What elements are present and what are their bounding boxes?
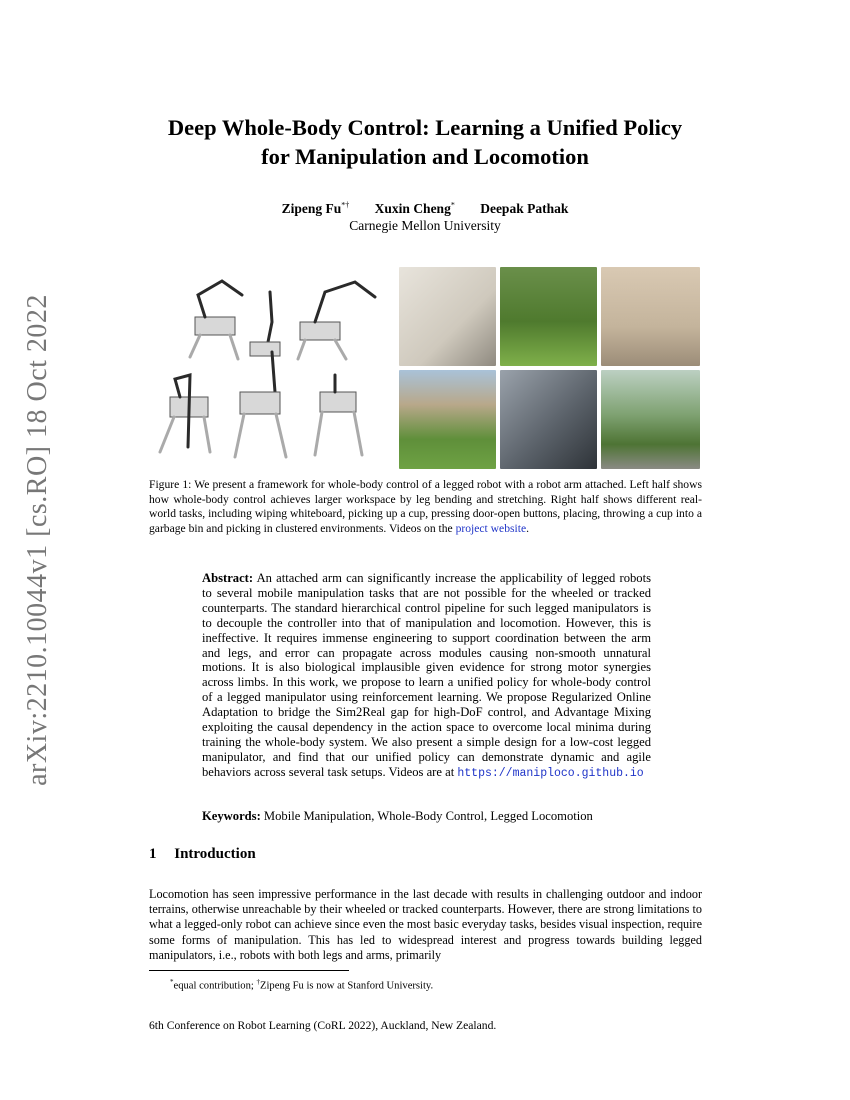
keywords-text: Mobile Manipulation, Whole-Body Control, Legged Locomotion <box>263 809 593 823</box>
title-line-2: for Manipulation and Locomotion <box>261 144 589 169</box>
author-names <box>200 196 650 217</box>
section-title: Introduction <box>174 846 256 862</box>
paper-title <box>120 113 730 171</box>
arxiv-id: arXiv:2210.10044v1 [cs.RO] 18 Oct 2022 <box>22 294 53 786</box>
project-website-link[interactable]: project website <box>455 522 527 536</box>
keywords-label: Keywords: <box>202 809 261 823</box>
figure-1 <box>150 267 700 469</box>
author-1: Zipeng Fu*† <box>281 200 350 216</box>
section-number: 1 <box>149 846 157 862</box>
venue-note: 6th Conference on Robot Learning (CoRL 2022), Auckland, New Zealand. <box>149 1019 497 1032</box>
title-line-1: Deep Whole-Body Control: Learning a Unified Policy <box>167 115 683 140</box>
affiliation: Carnegie Mellon University <box>349 217 501 233</box>
figure-caption: Figure 1: We present a framework for whole-body control of a legged robot with a robot arm attached. Left half shows how whole-body control achieves larger workspace by leg bending and stretching. Right half shows different real-world tasks, including wiping whiteboard, picking up a cup, pressing door-open buttons, placing, throwing a cup into a garbage bin and picking in clustered environments. Videos on the project website. <box>149 478 702 536</box>
caption-text: We present a framework for whole-body control of a legged robot with a robot arm attached. Left half shows how whole-body control achieves larger workspace by leg bending and stretching. Right half shows different real-world tasks, including wiping whiteboard, picking up a cup, pressing door-open buttons, placing, throwing a cup into a garbage bin and picking in clustered environments. Videos on the <box>149 478 702 536</box>
photo-wiping-whiteboard <box>399 267 496 366</box>
intro-paragraph: Locomotion has seen impressive performance in the last decade with results in challenging outdoor and indoor terrains, otherwise unreachable by their wheeled or tracked counterparts. However, there are strong limitations to what a legged-only robot can achieve since even the most basic everyday tasks, besides visual inspection, require some forms of manipulation. This has led to widespread interest and progress towards building legged manipulators, i.e., robots with both legs and arms, primarily <box>149 887 702 962</box>
footnote-rule <box>149 970 349 971</box>
authors-block <box>200 196 650 234</box>
videos-url-link[interactable]: https://maniploco.github.io <box>457 766 644 780</box>
section-heading-introduction <box>149 846 256 863</box>
keywords <box>202 809 651 824</box>
abstract-label: Abstract: <box>202 571 254 585</box>
footnote: *equal contribution; †Zipeng Fu is now at Stanford University. <box>170 978 434 992</box>
photo-pressing-door-button <box>601 267 700 366</box>
author-3: Deepak Pathak <box>480 200 569 216</box>
photo-picking-cup <box>500 267 597 366</box>
photo-picking-clustered <box>601 370 700 469</box>
robot-poses-illustration <box>150 267 395 469</box>
arxiv-sidebar <box>18 260 58 820</box>
photo-placing <box>399 370 496 469</box>
photo-throwing-cup <box>500 370 597 469</box>
author-2: Xuxin Cheng* <box>374 200 455 216</box>
abstract <box>202 571 651 782</box>
abstract-text: An attached arm can significantly increase the applicability of legged robots to several mobile manipulation tasks that are not possible for the wheeled or tracked counterparts. The standard hierarchical control pipeline for such legged manipulators is to decouple the controller into that of manipulation and locomotion. However, this is ineffective. It requires immense engineering to support coordination between the arm and legs, and error can propagate across modules causing non-smooth unnatural motions. It is also biological implausible given evidence for strong motor synergies across limbs. In this work, we propose to learn a unified policy for whole-body control of a legged manipulator using reinforcement learning. We propose Regularized Online Adaptation to bridge the Sim2Real gap for high-DoF control, and Advantage Mixing exploiting the causal dependency in the action space to overcome local minima during training the whole-body system. We also present a simple design for a low-cost legged manipulator, and find that our unified policy can demonstrate dynamic and agile behaviors across several task setups. Videos are at <box>202 571 651 779</box>
caption-label: Figure 1: <box>149 478 192 491</box>
